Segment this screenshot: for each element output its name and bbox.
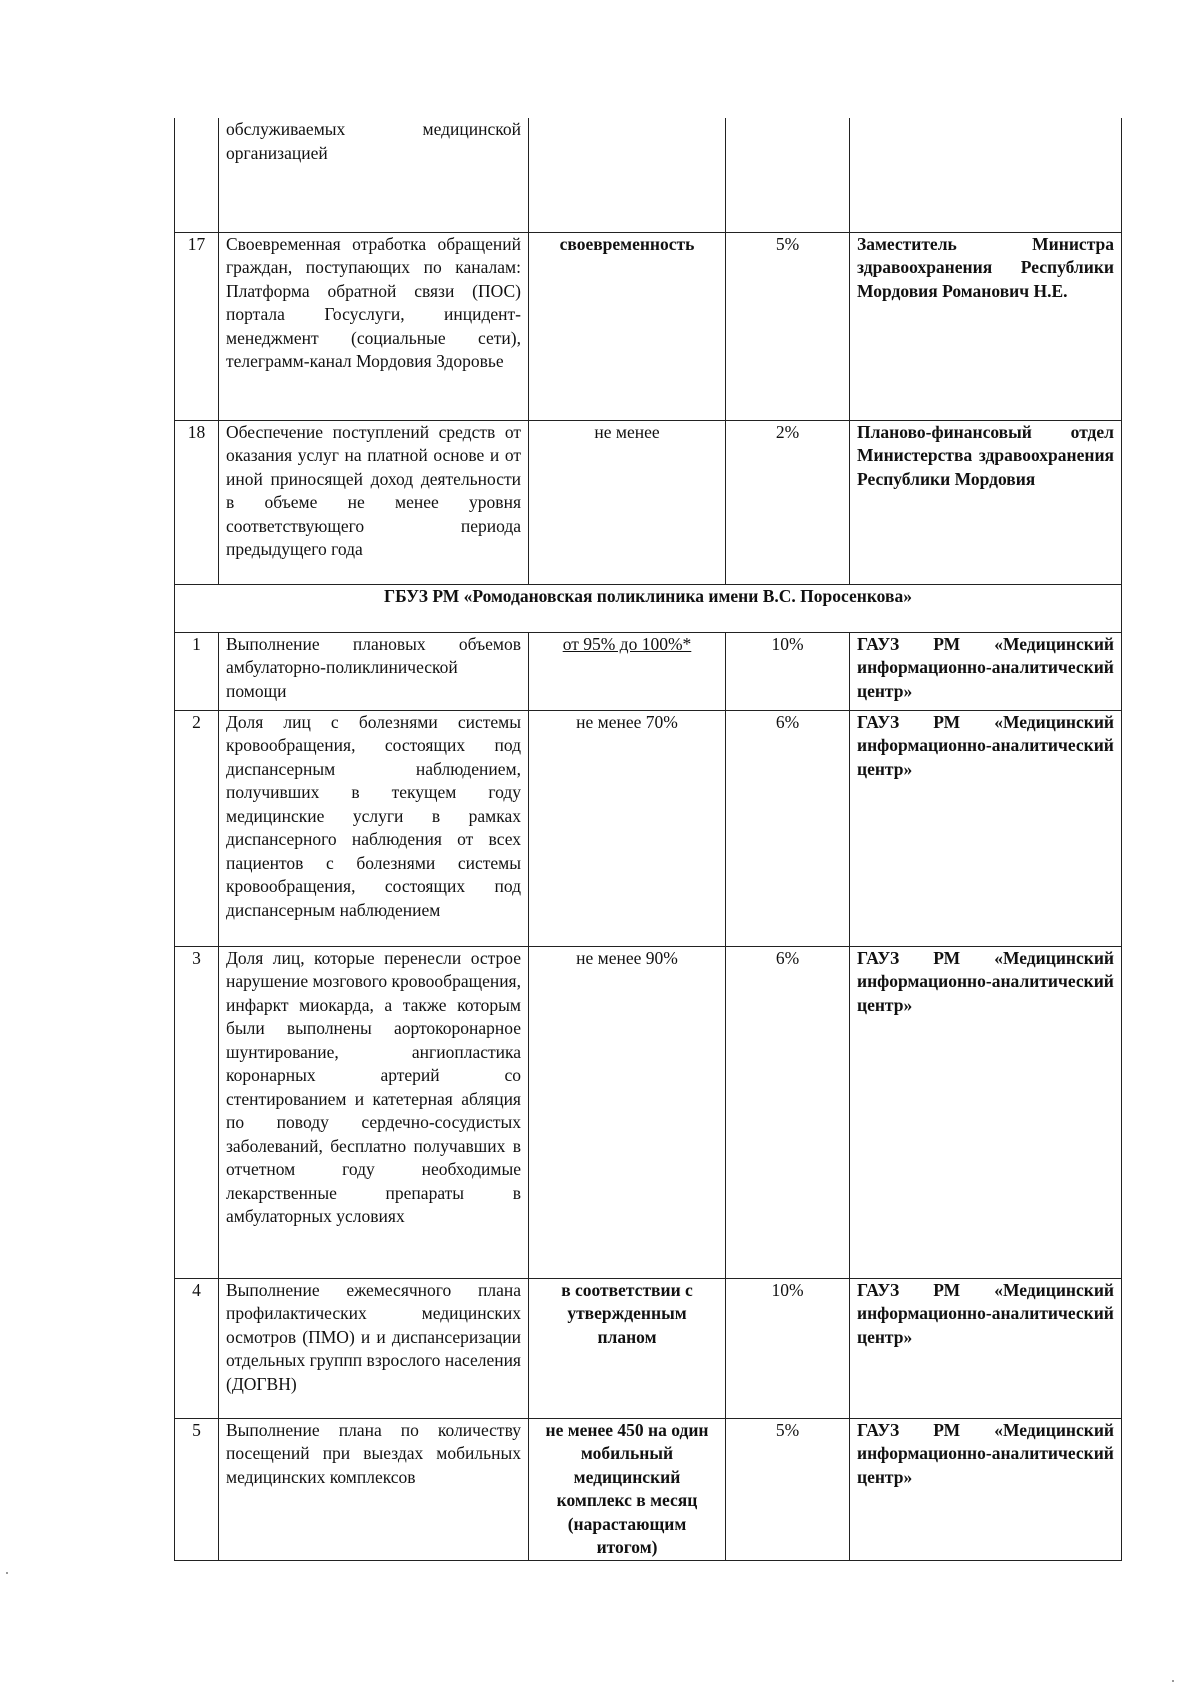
row-number: 1 (175, 632, 219, 710)
row-number: 5 (175, 1418, 219, 1560)
weight-cell: 5% (726, 232, 850, 420)
responsible-cell: ГАУЗ РМ «Медицинский информационно-аналитический центр» (850, 710, 1122, 946)
responsible-cell: ГАУЗ РМ «Медицинский информационно-аналитический центр» (850, 632, 1122, 710)
responsible-cell: ГАУЗ РМ «Медицинский информационно-аналитический центр» (850, 1278, 1122, 1418)
scan-speck (1172, 1680, 1174, 1682)
responsible-cell: Заместитель Министра здравоохранения Республики Мордовия Романович Н.Е. (850, 232, 1122, 420)
responsible-cell (850, 118, 1122, 232)
weight-cell: 5% (726, 1418, 850, 1560)
table-row (175, 118, 1122, 232)
row-number: 2 (175, 710, 219, 946)
row-number: 18 (175, 420, 219, 584)
indicator-cell: Выполнение плана по количеству посещений при выездах мобильных медицинских комплексов (219, 1418, 529, 1560)
indicator-cell: Своевременная отработка обращений граждан, поступающих по каналам: Платформа обратной связи (ПОС) портала Госуслуги, инцидент-менеджмент (социальные сети), телеграмм-канал Мордовия Здоровье (219, 232, 529, 420)
section-header-row (175, 584, 1122, 632)
weight-cell: 6% (726, 946, 850, 1278)
value-cell: не менее 90% (529, 946, 726, 1278)
value-cell: не менее 450 на один мобильный медицинский комплекс в месяц (нарастающим итогом) (529, 1418, 726, 1560)
value-cell: в соответствии с утвержденным планом (529, 1278, 726, 1418)
table-row (175, 710, 1122, 946)
section-title: ГБУЗ РМ «Ромодановская поликлиника имени В.С. Поросенкова» (175, 584, 1122, 632)
indicator-cell: обслуживаемых медицинской организацией (219, 118, 529, 232)
indicators-table (174, 118, 1122, 1561)
value-cell: от 95% до 100%* (529, 632, 726, 710)
weight-cell: 2% (726, 420, 850, 584)
table-row (175, 946, 1122, 1278)
value-cell: не менее 70% (529, 710, 726, 946)
indicator-cell: Выполнение плановых объемов амбулаторно-поликлинической помощи (219, 632, 529, 710)
row-number: 4 (175, 1278, 219, 1418)
indicator-cell: Выполнение ежемесячного плана профилактических медицинских осмотров (ПМО) и и диспансеризации отдельных группп взрослого населения (ДОГВН) (219, 1278, 529, 1418)
table-row (175, 1418, 1122, 1560)
weight-cell: 10% (726, 632, 850, 710)
table-row (175, 232, 1122, 420)
table-row (175, 1278, 1122, 1418)
indicator-cell: Доля лиц, которые перенесли острое нарушение мозгового кровообращения, инфаркт миокарда, а также которым были выполнены аортокоронарное шунтирование, ангиопластика коронарных артерий со стентированием и катетерная абляция по поводу сердечно-сосудистых заболеваний, бесплатно получавших в отчетном году необходимые лекарственные препараты в амбулаторных условиях (219, 946, 529, 1278)
weight-cell (726, 118, 850, 232)
responsible-cell: Планово-финансовый отдел Министерства здравоохранения Республики Мордовия (850, 420, 1122, 584)
value-cell: своевременность (529, 232, 726, 420)
indicator-cell: Доля лиц с болезнями системы кровообращения, состоящих под диспансерным наблюдением, получивших в текущем году медицинские услуги в рамках диспансерного наблюдения от всех пациентов с болезнями системы кровообращения, состоящих под диспансерным наблюдением (219, 710, 529, 946)
responsible-cell: ГАУЗ РМ «Медицинский информационно-аналитический центр» (850, 946, 1122, 1278)
row-number (175, 118, 219, 232)
value-cell: не менее (529, 420, 726, 584)
responsible-cell: ГАУЗ РМ «Медицинский информационно-аналитический центр» (850, 1418, 1122, 1560)
table-row (175, 420, 1122, 584)
weight-cell: 6% (726, 710, 850, 946)
table-row (175, 632, 1122, 710)
scan-speck (6, 1572, 8, 1574)
indicator-cell: Обеспечение поступлений средств от оказания услуг на платной основе и от иной приносящей доход деятельности в объеме не менее уровня соответствующего периода предыдущего года (219, 420, 529, 584)
weight-cell: 10% (726, 1278, 850, 1418)
value-cell (529, 118, 726, 232)
row-number: 17 (175, 232, 219, 420)
row-number: 3 (175, 946, 219, 1278)
